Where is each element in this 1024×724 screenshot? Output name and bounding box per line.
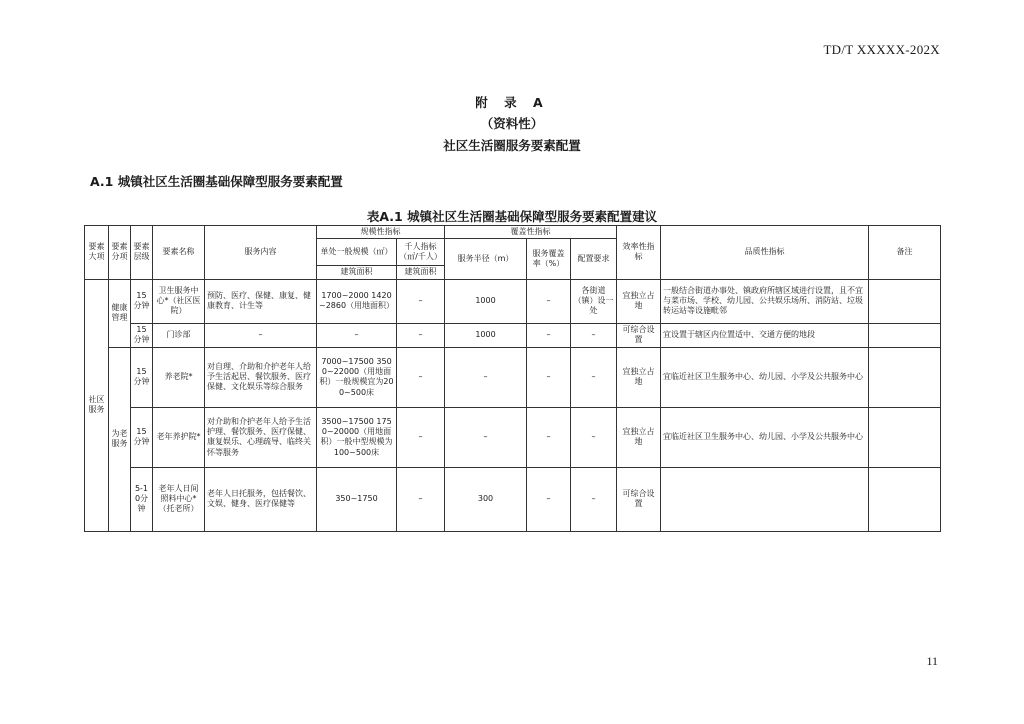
cell-efficiency: 宜独立占地 — [617, 279, 661, 323]
cell-level: 15分钟 — [131, 407, 153, 467]
cell-efficiency: 宜独立占地 — [617, 407, 661, 467]
table-row — [85, 467, 941, 531]
cell-level: 15分钟 — [131, 279, 153, 323]
cell-remark — [869, 347, 941, 407]
header-building-area: 建筑面积 — [317, 266, 397, 279]
cell-coverage: – — [527, 323, 571, 347]
cell-per-thousand: – — [397, 347, 445, 407]
cell-name: 卫生服务中心*（社区医院） — [153, 279, 205, 323]
section-title: A.1 城镇社区生活圈基础保障型服务要素配置 — [90, 174, 343, 189]
appendix-subtitle: （资料性） — [480, 116, 544, 131]
header-name: 要素名称 — [153, 226, 205, 280]
cell-quality: 宜临近社区卫生服务中心、幼儿园、小学及公共服务中心 — [661, 407, 869, 467]
table-row — [85, 347, 941, 407]
cell-single-scale: 1700~2000 1420~2860（用地面积） — [317, 279, 397, 323]
header-level: 要素层级 — [131, 226, 153, 280]
cell-radius: 1000 — [445, 323, 527, 347]
document-code: TD/T XXXXX-202X — [823, 42, 940, 57]
cell-config: 各街道（镇）设一处 — [571, 279, 617, 323]
cell-remark — [869, 323, 941, 347]
cell-config: – — [571, 323, 617, 347]
cell-remark — [869, 407, 941, 467]
cell-content: – — [205, 323, 317, 347]
cell-per-thousand: – — [397, 323, 445, 347]
group-elderly: 为老服务 — [109, 347, 131, 531]
cell-coverage: – — [527, 279, 571, 323]
cell-radius: 300 — [445, 467, 527, 531]
header-building-area: 建筑面积 — [397, 266, 445, 279]
cell-per-thousand: – — [397, 467, 445, 531]
table-row — [85, 279, 941, 323]
cell-radius: – — [445, 347, 527, 407]
cell-per-thousand: – — [397, 279, 445, 323]
cell-coverage: – — [527, 467, 571, 531]
header-quality: 品质性指标 — [661, 226, 869, 280]
header-per-thousand: 千人指标（㎡/千人） — [397, 239, 445, 266]
header-category: 要素大项 — [85, 226, 109, 280]
table-row — [85, 323, 941, 347]
cell-radius: 1000 — [445, 279, 527, 323]
cell-content: 老年人日托服务，包括餐饮、文娱、健身、医疗保健等 — [205, 467, 317, 531]
cell-config: – — [571, 347, 617, 407]
category-cell: 社区服务 — [85, 279, 109, 531]
cell-name: 门诊部 — [153, 323, 205, 347]
page-number: 11 — [926, 654, 938, 668]
cell-quality — [661, 467, 869, 531]
header-remark: 备注 — [869, 226, 941, 280]
table-row — [85, 407, 941, 467]
cell-quality: 宜设置于辖区内位置适中、交通方便的地段 — [661, 323, 869, 347]
table-caption: 表A.1 城镇社区生活圈基础保障型服务要素配置建议 — [366, 209, 658, 224]
cell-efficiency: 可综合设置 — [617, 323, 661, 347]
cell-content: 预防、医疗、保健、康复、健康教育、计生等 — [205, 279, 317, 323]
cell-name: 养老院* — [153, 347, 205, 407]
group-health: 健康管理 — [109, 279, 131, 347]
cell-efficiency: 宜独立占地 — [617, 347, 661, 407]
appendix-heading: 社区生活圈服务要素配置 — [443, 138, 581, 153]
header-single-scale: 单处一般规模（㎡） — [317, 239, 397, 266]
cell-single-scale: – — [317, 323, 397, 347]
cell-content: 对自理、介助和介护老年人给予生活起居、餐饮服务、医疗保健、文化娱乐等综合服务 — [205, 347, 317, 407]
cell-single-scale: 3500~17500 1750~20000（用地面积）一般中型规模为100~500床 — [317, 407, 397, 467]
appendix-title: 附 录 A — [475, 95, 549, 110]
cell-remark — [869, 279, 941, 323]
cell-name: 老年人日间照料中心*（托老所） — [153, 467, 205, 531]
header-config-req: 配置要求 — [571, 239, 617, 279]
cell-per-thousand: – — [397, 407, 445, 467]
cell-coverage: – — [527, 407, 571, 467]
cell-quality: 一般结合街道办事处、镇政府所辖区域进行设置，且不宜与菜市场、学校、幼儿园、公共娱乐场所、消防站、垃圾转运站等设施毗邻 — [661, 279, 869, 323]
cell-single-scale: 350~1750 — [317, 467, 397, 531]
cell-quality: 宜临近社区卫生服务中心、幼儿园、小学及公共服务中心 — [661, 347, 869, 407]
cell-coverage: – — [527, 347, 571, 407]
header-subcategory: 要素分项 — [109, 226, 131, 280]
cell-efficiency: 可综合设置 — [617, 467, 661, 531]
header-coverage-group: 覆盖性指标 — [445, 226, 617, 239]
header-content: 服务内容 — [205, 226, 317, 280]
cell-remark — [869, 467, 941, 531]
cell-single-scale: 7000~17500 3500~22000（用地面积）一般规模宜为200~500床 — [317, 347, 397, 407]
header-radius: 服务半径（m） — [445, 239, 527, 279]
cell-level: 15分钟 — [131, 323, 153, 347]
cell-content: 对介助和介护老年人给予生活护理、餐饮服务、医疗保健、康复娱乐、心理疏导、临终关怀等服务 — [205, 407, 317, 467]
cell-level: 15分钟 — [131, 347, 153, 407]
header-scale-group: 规模性指标 — [317, 226, 445, 239]
header-coverage-rate: 服务覆盖率（%） — [527, 239, 571, 279]
cell-level: 5-10分钟 — [131, 467, 153, 531]
cell-name: 老年养护院* — [153, 407, 205, 467]
service-config-table — [84, 225, 941, 532]
cell-radius: – — [445, 407, 527, 467]
header-efficiency: 效率性指标 — [617, 226, 661, 280]
cell-config: – — [571, 467, 617, 531]
cell-config: – — [571, 407, 617, 467]
